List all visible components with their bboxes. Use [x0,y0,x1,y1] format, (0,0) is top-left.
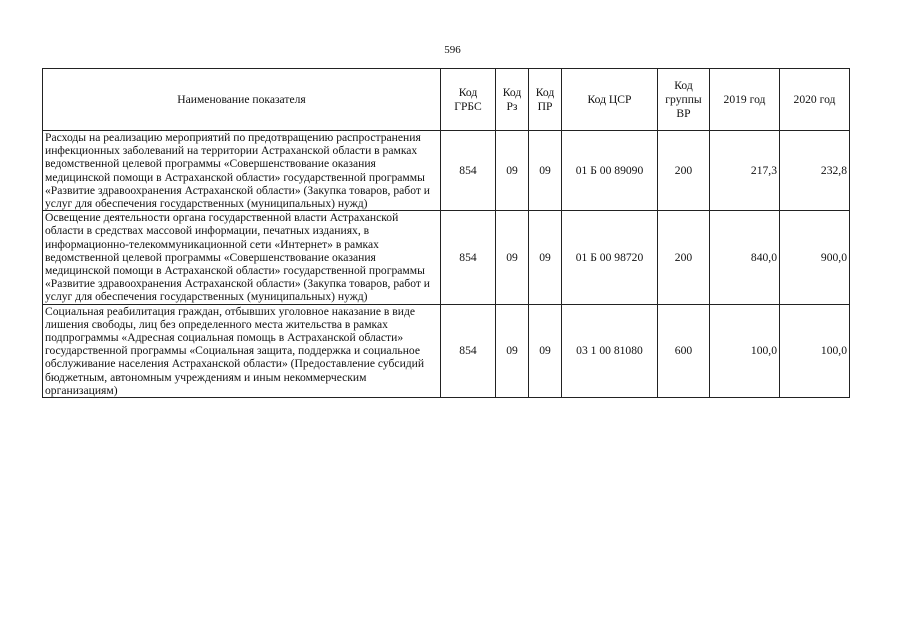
page-number: 596 [444,44,461,56]
row-pr: 09 [529,304,562,397]
row-2019: 840,0 [710,211,780,304]
table-row [43,304,850,397]
table-header-row [43,69,850,131]
row-2020: 100,0 [780,304,850,397]
header-name: Наименование показателя [43,69,441,131]
row-csr: 03 1 00 81080 [562,304,658,397]
row-name: Социальная реабилитация граждан, отбывших уголовное наказание в виде лишения свободы, лиц без определенного места жительства в рамках подпрограммы «Адресная социальная помощь в Астраханской области» государственной программы «Социальная защита, поддержка и социальное обслуживание населения Астраханской области» (Предоставление субсидий бюджетным, автономным учреждениям и иным некоммерческим организациям) [43,304,441,397]
table-row [43,211,850,304]
row-2020: 900,0 [780,211,850,304]
row-2020: 232,8 [780,131,850,211]
table-row [43,131,850,211]
row-csr: 01 Б 00 89090 [562,131,658,211]
budget-table [42,68,850,398]
row-2019: 217,3 [710,131,780,211]
row-rz: 09 [496,304,529,397]
row-vr: 200 [658,131,710,211]
header-csr: Код ЦСР [562,69,658,131]
header-pr: Код ПР [529,69,562,131]
row-rz: 09 [496,211,529,304]
row-grbs: 854 [441,131,496,211]
row-grbs: 854 [441,211,496,304]
header-2020: 2020 год [780,69,850,131]
row-name: Расходы на реализацию мероприятий по предотвращению распространения инфекционных заболеваний на территории Астраханской области в рамках ведомственной целевой программы «Совершенствование оказания медицинской помощи в Астраханской области» государственной программы «Развитие здравоохранения Астраханской области» (Закупка товаров, работ и услуг для обеспечения государственных (муниципальных) нужд) [43,131,441,211]
header-rz: Код Рз [496,69,529,131]
header-vr: Код группы ВР [658,69,710,131]
row-pr: 09 [529,131,562,211]
row-vr: 600 [658,304,710,397]
row-grbs: 854 [441,304,496,397]
row-rz: 09 [496,131,529,211]
row-pr: 09 [529,211,562,304]
row-2019: 100,0 [710,304,780,397]
header-grbs: Код ГРБС [441,69,496,131]
header-2019: 2019 год [710,69,780,131]
row-csr: 01 Б 00 98720 [562,211,658,304]
row-name: Освещение деятельности органа государственной власти Астраханской области в средствах массовой информации, печатных изданиях, в информационно-телекоммуникационной сети «Интернет» в рамках ведомственной целевой программы «Совершенствование оказания медицинской помощи в Астраханской области» государственной программы «Развитие здравоохранения Астраханской области» (Закупка товаров, работ и услуг для обеспечения государственных (муниципальных) нужд) [43,211,441,304]
row-vr: 200 [658,211,710,304]
